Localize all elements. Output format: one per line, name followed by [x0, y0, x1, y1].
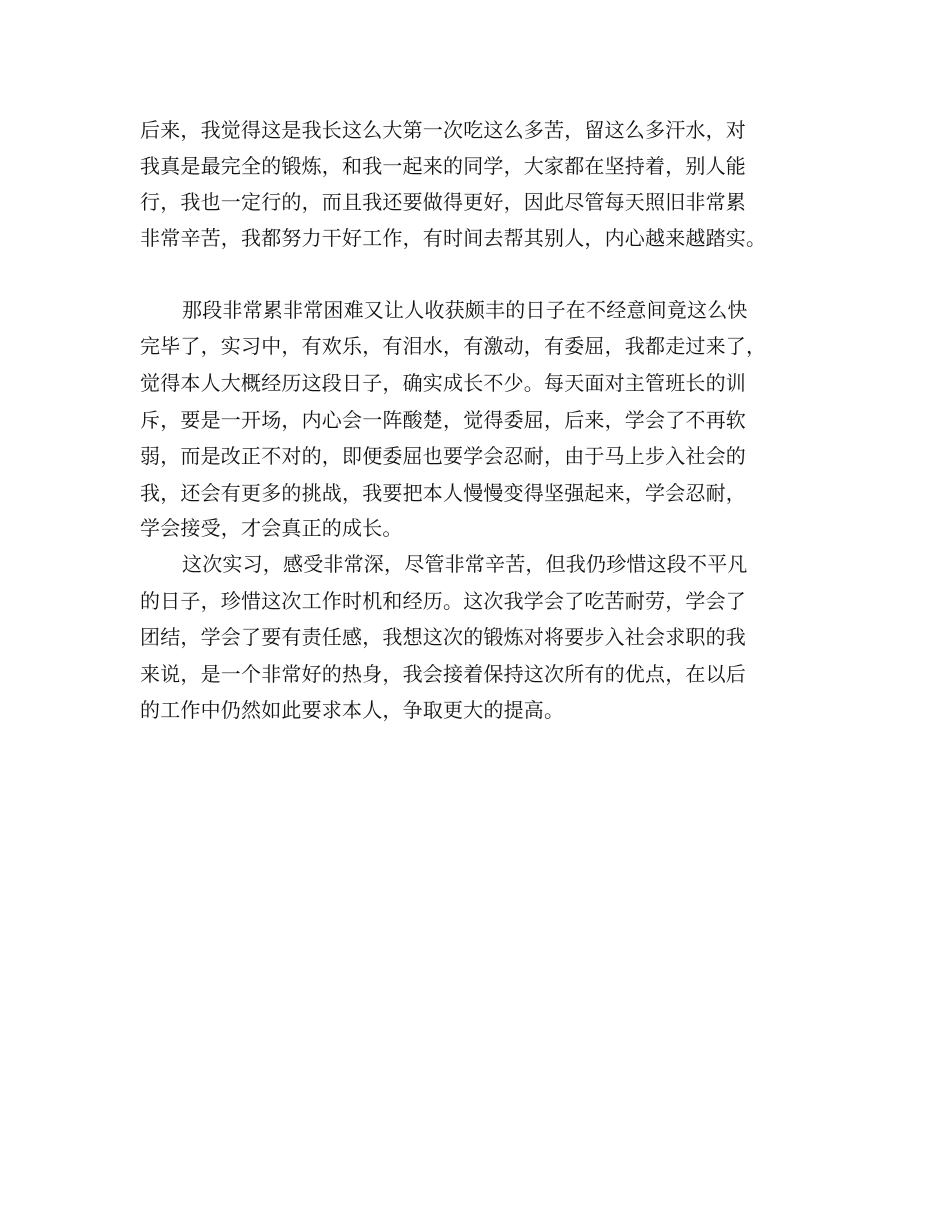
paragraph-2-line-5: 弱，而是改正不对的，即便委屈也要学会忍耐，由于马上步入社会的	[140, 444, 746, 468]
paragraph-1-line-2: 我真是最完全的锻炼，和我一起来的同学，大家都在坚持着，别人能	[140, 154, 746, 178]
paragraph-2-line-7: 学会接受，才会真正的成长。	[140, 516, 403, 540]
paragraph-2-line-1: 那段非常累非常困难又让人收获颇丰的日子在不经意间竟这么快	[182, 298, 748, 322]
paragraph-3-line-3: 团结，学会了要有责任感，我想这次的锻炼对将要步入社会求职的我	[140, 625, 746, 649]
paragraph-1-line-3: 行，我也一定行的，而且我还要做得更好，因此尽管每天照旧非常累	[140, 190, 746, 214]
paragraph-3-line-4: 来说，是一个非常好的热身，我会接着保持这次所有的优点，在以后	[140, 662, 746, 686]
paragraph-3-line-5: 的工作中仍然如此要求本人，争取更大的提高。	[140, 698, 565, 722]
paragraph-3-line-2: 的日子，珍惜这次工作时机和经历。这次我学会了吃苦耐劳，学会了	[140, 589, 746, 613]
paragraph-2-line-3: 觉得本人大概经历这段日子，确实成长不少。每天面对主管班长的训	[140, 371, 746, 395]
paragraph-1-line-4: 非常辛苦，我都努力干好工作，有时间去帮其别人，内心越来越踏实。	[140, 226, 767, 250]
paragraph-2-line-4: 斥，要是一开场，内心会一阵酸楚，觉得委屈，后来，学会了不再软	[140, 408, 746, 432]
paragraph-3-line-1: 这次实习，感受非常深，尽管非常辛苦，但我仍珍惜这段不平凡	[182, 552, 748, 576]
paragraph-1-line-1: 后来，我觉得这是我长这么大第一次吃这么多苦，留这么多汗水，对	[140, 118, 746, 142]
paragraph-2-line-6: 我，还会有更多的挑战，我要把本人慢慢变得坚强起来，学会忍耐，	[140, 481, 746, 505]
paragraph-2-line-2: 完毕了，实习中，有欢乐，有泪水，有激动，有委屈，我都走过来了，	[140, 334, 767, 358]
